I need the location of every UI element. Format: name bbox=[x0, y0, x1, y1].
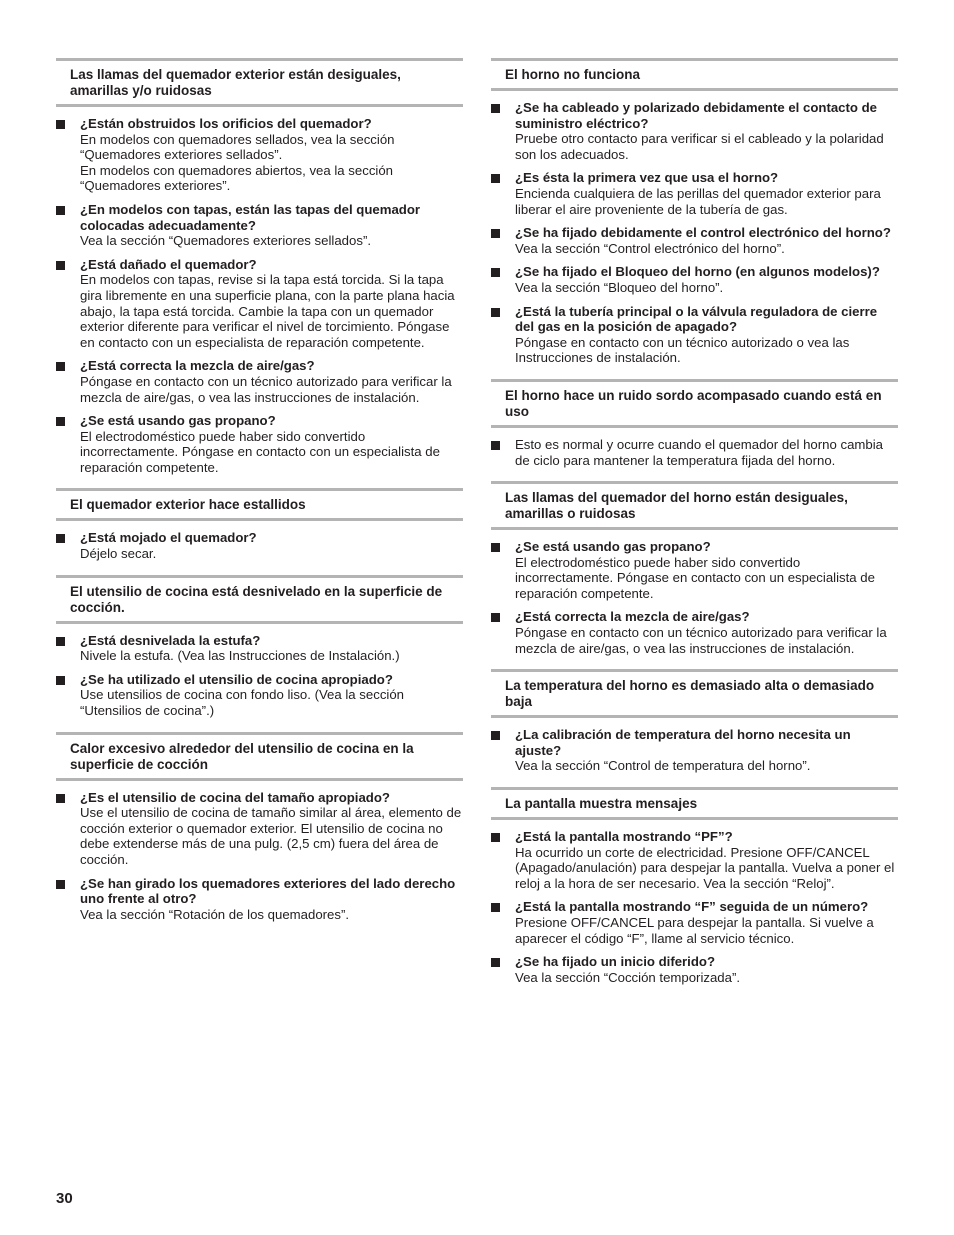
question-text: ¿Se está usando gas propano? bbox=[515, 539, 711, 555]
square-bullet-icon bbox=[56, 637, 65, 646]
answer-text: Encienda cualquiera de las perillas del quemador exterior para liberar el aire proveniente de la tubería de gas. bbox=[515, 185, 881, 217]
question-text: ¿Está dañado el quemador? bbox=[80, 256, 257, 272]
square-bullet-icon bbox=[56, 362, 65, 371]
answer-text: Póngase en contacto con un técnico autorizado para verificar la mezcla de aire/gas, o vea las instrucciones de instalación. bbox=[80, 373, 452, 405]
list-item bbox=[56, 672, 463, 719]
square-bullet-icon bbox=[491, 174, 500, 183]
square-bullet-icon bbox=[56, 676, 65, 685]
answer-text: Presione OFF/CANCEL para despejar la pantalla. Si vuelve a aparecer el código “F”, llame al servicio técnico. bbox=[515, 915, 874, 946]
troubleshooting-section bbox=[491, 379, 898, 468]
section-heading: La pantalla muestra mensajes bbox=[491, 787, 898, 820]
item-list bbox=[56, 624, 463, 719]
list-item bbox=[491, 609, 898, 656]
section-heading: La temperatura del horno es demasiado alta o demasiado baja bbox=[491, 669, 898, 718]
square-bullet-icon bbox=[491, 268, 500, 277]
question-text: ¿En modelos con tapas, están las tapas del quemador colocadas adecuadamente? bbox=[80, 201, 421, 233]
question-text: ¿Está correcta la mezcla de aire/gas? bbox=[80, 358, 315, 374]
square-bullet-icon bbox=[491, 441, 500, 450]
list-item bbox=[56, 876, 463, 923]
list-item bbox=[56, 202, 463, 249]
answer-text: El electrodoméstico puede haber sido convertido incorrectamente. Póngase en contacto con un especialista de reparación competente. bbox=[515, 554, 875, 601]
list-item bbox=[491, 437, 898, 468]
list-item bbox=[491, 829, 898, 891]
question-text: ¿La calibración de temperatura del horno necesita un ajuste? bbox=[515, 727, 851, 758]
troubleshooting-section bbox=[56, 58, 463, 475]
item-list bbox=[491, 428, 898, 468]
square-bullet-icon bbox=[56, 794, 65, 803]
square-bullet-icon bbox=[56, 261, 65, 270]
question-text: ¿Se han girado los quemadores exteriores del lado derecho uno frente al otro? bbox=[80, 875, 456, 907]
question-text: ¿Está mojado el quemador? bbox=[80, 530, 257, 546]
list-item bbox=[491, 727, 898, 774]
left-column bbox=[56, 58, 463, 935]
list-item bbox=[491, 899, 898, 946]
list-item bbox=[491, 539, 898, 601]
item-list bbox=[56, 521, 463, 561]
question-text: ¿Se ha utilizado el utensilio de cocina apropiado? bbox=[80, 671, 393, 687]
list-item bbox=[56, 116, 463, 194]
list-item bbox=[491, 100, 898, 162]
list-item bbox=[491, 304, 898, 366]
square-bullet-icon bbox=[491, 903, 500, 912]
square-bullet-icon bbox=[491, 104, 500, 113]
question-text: ¿Están obstruidos los orificios del quemador? bbox=[80, 116, 372, 131]
square-bullet-icon bbox=[491, 613, 500, 622]
list-item bbox=[491, 264, 898, 295]
item-list bbox=[491, 718, 898, 774]
troubleshooting-section bbox=[491, 669, 898, 774]
answer-text: Pruebe otro contacto para verificar si el cableado y la polaridad son los adecuados. bbox=[515, 131, 884, 162]
answer-text: Vea la sección “Cocción temporizada”. bbox=[515, 969, 741, 985]
section-heading: El quemador exterior hace estallidos bbox=[56, 488, 463, 521]
square-bullet-icon bbox=[56, 534, 65, 543]
square-bullet-icon bbox=[56, 880, 65, 889]
section-heading: Las llamas del quemador exterior están desiguales, amarillas y/o ruidosas bbox=[56, 58, 463, 107]
troubleshooting-section bbox=[491, 58, 898, 366]
troubleshooting-section bbox=[56, 488, 463, 561]
section-heading: Calor excesivo alrededor del utensilio de cocina en la superficie de cocción bbox=[56, 732, 463, 781]
square-bullet-icon bbox=[56, 120, 65, 129]
question-text: ¿Se ha fijado debidamente el control electrónico del horno? bbox=[515, 225, 891, 241]
question-text: ¿Está la pantalla mostrando “PF”? bbox=[515, 829, 733, 845]
square-bullet-icon bbox=[491, 731, 500, 740]
troubleshooting-section bbox=[56, 575, 463, 719]
list-item bbox=[56, 257, 463, 351]
answer-text: Use el utensilio de cocina de tamaño similar al área, elemento de cocción exterior o quemador exterior. El utensilio de cocina no debe extenderse más de una pulg. (2,5 cm) fuera del área de cocción. bbox=[80, 805, 462, 867]
list-item bbox=[56, 530, 463, 561]
answer-text: El electrodoméstico puede haber sido convertido incorrectamente. Póngase en contacto con un especialista de reparación competente. bbox=[80, 428, 440, 475]
question-text: ¿Está la tubería principal o la válvula reguladora de cierre del gas en la posición de apagado? bbox=[515, 303, 878, 335]
square-bullet-icon bbox=[491, 958, 500, 967]
square-bullet-icon bbox=[491, 543, 500, 552]
answer-text: Vea la sección “Rotación de los quemadores”. bbox=[80, 906, 350, 922]
section-heading: El utensilio de cocina está desnivelado en la superficie de cocción. bbox=[56, 575, 463, 624]
section-heading: El horno hace un ruido sordo acompasado cuando está en uso bbox=[491, 379, 898, 428]
question-text: ¿Se ha fijado el Bloqueo del horno (en algunos modelos)? bbox=[515, 264, 880, 280]
troubleshooting-section bbox=[491, 481, 898, 656]
answer-text: Vea la sección “Control de temperatura del horno”. bbox=[515, 758, 811, 774]
answer-text: Use utensilios de cocina con fondo liso. (Vea la sección “Utensilios de cocina”.) bbox=[80, 687, 405, 719]
item-list bbox=[56, 107, 463, 475]
list-item bbox=[491, 954, 898, 985]
square-bullet-icon bbox=[56, 206, 65, 215]
item-list bbox=[491, 820, 898, 985]
answer-text: Póngase en contacto con un técnico autorizado o vea las Instrucciones de instalación. bbox=[515, 334, 850, 366]
question-text: ¿Se ha fijado un inicio diferido? bbox=[515, 954, 716, 970]
square-bullet-icon bbox=[491, 229, 500, 238]
answer-text: Esto es normal y ocurre cuando el quemador del horno cambia de ciclo para mantener la temperatura fijada del horno. bbox=[515, 436, 883, 468]
list-item bbox=[56, 413, 463, 475]
square-bullet-icon bbox=[491, 308, 500, 317]
item-list bbox=[56, 781, 463, 923]
square-bullet-icon bbox=[491, 833, 500, 842]
troubleshooting-section bbox=[56, 732, 463, 923]
question-text: ¿Está la pantalla mostrando “F” seguida de un número? bbox=[515, 899, 869, 915]
item-list bbox=[491, 91, 898, 366]
list-item bbox=[491, 225, 898, 256]
answer-text: Nivele la estufa. (Vea las Instrucciones de Instalación.) bbox=[80, 648, 400, 664]
list-item bbox=[491, 170, 898, 217]
page-number: 30 bbox=[56, 1190, 73, 1207]
question-text: ¿Se ha cableado y polarizado debidamente el contacto de suministro eléctrico? bbox=[515, 100, 878, 131]
answer-text: Vea la sección “Control electrónico del horno”. bbox=[515, 240, 785, 256]
question-text: ¿Es ésta la primera vez que usa el horno? bbox=[515, 170, 779, 186]
section-heading: El horno no funciona bbox=[491, 58, 898, 91]
answer-text: Póngase en contacto con un técnico autorizado para verificar la mezcla de aire/gas, o vea las instrucciones de instalación. bbox=[515, 625, 887, 656]
list-item bbox=[56, 790, 463, 868]
answer-text: En modelos con quemadores sellados, vea la sección “Quemadores exteriores sellados”. En modelos con quemadores abiertos, vea la sección “Quemadores exteriores”. bbox=[80, 131, 395, 194]
section-heading: Las llamas del quemador del horno están desiguales, amarillas o ruidosas bbox=[491, 481, 898, 530]
item-list bbox=[491, 530, 898, 656]
right-column bbox=[491, 58, 898, 998]
answer-text: En modelos con tapas, revise si la tapa está torcida. Si la tapa gira libremente en una superficie plana, con la parte plana hacia abajo, la tapa está torcida. Cambie la tapa con un quemador exterior diferente para verificar el nivel de torcimiento. Póngase en contacto con un especialista de reparación competente. bbox=[80, 272, 455, 350]
square-bullet-icon bbox=[56, 417, 65, 426]
question-text: ¿Es el utensilio de cocina del tamaño apropiado? bbox=[80, 789, 390, 805]
list-item bbox=[56, 633, 463, 664]
question-text: ¿Se está usando gas propano? bbox=[80, 413, 276, 429]
troubleshooting-section bbox=[491, 787, 898, 985]
answer-text: Déjelo secar. bbox=[80, 546, 157, 562]
answer-text: Ha ocurrido un corte de electricidad. Presione OFF/CANCEL (Apagado/anulación) para despejar la pantalla. Vuelva a poner el reloj a la hora de ser necesario. Vea la sección “Reloj”. bbox=[515, 844, 895, 891]
answer-text: Vea la sección “Bloqueo del horno”. bbox=[515, 279, 724, 295]
answer-text: Vea la sección “Quemadores exteriores sellados”. bbox=[80, 233, 372, 249]
question-text: ¿Está correcta la mezcla de aire/gas? bbox=[515, 609, 750, 625]
question-text: ¿Está desnivelada la estufa? bbox=[80, 632, 261, 648]
list-item bbox=[56, 358, 463, 405]
